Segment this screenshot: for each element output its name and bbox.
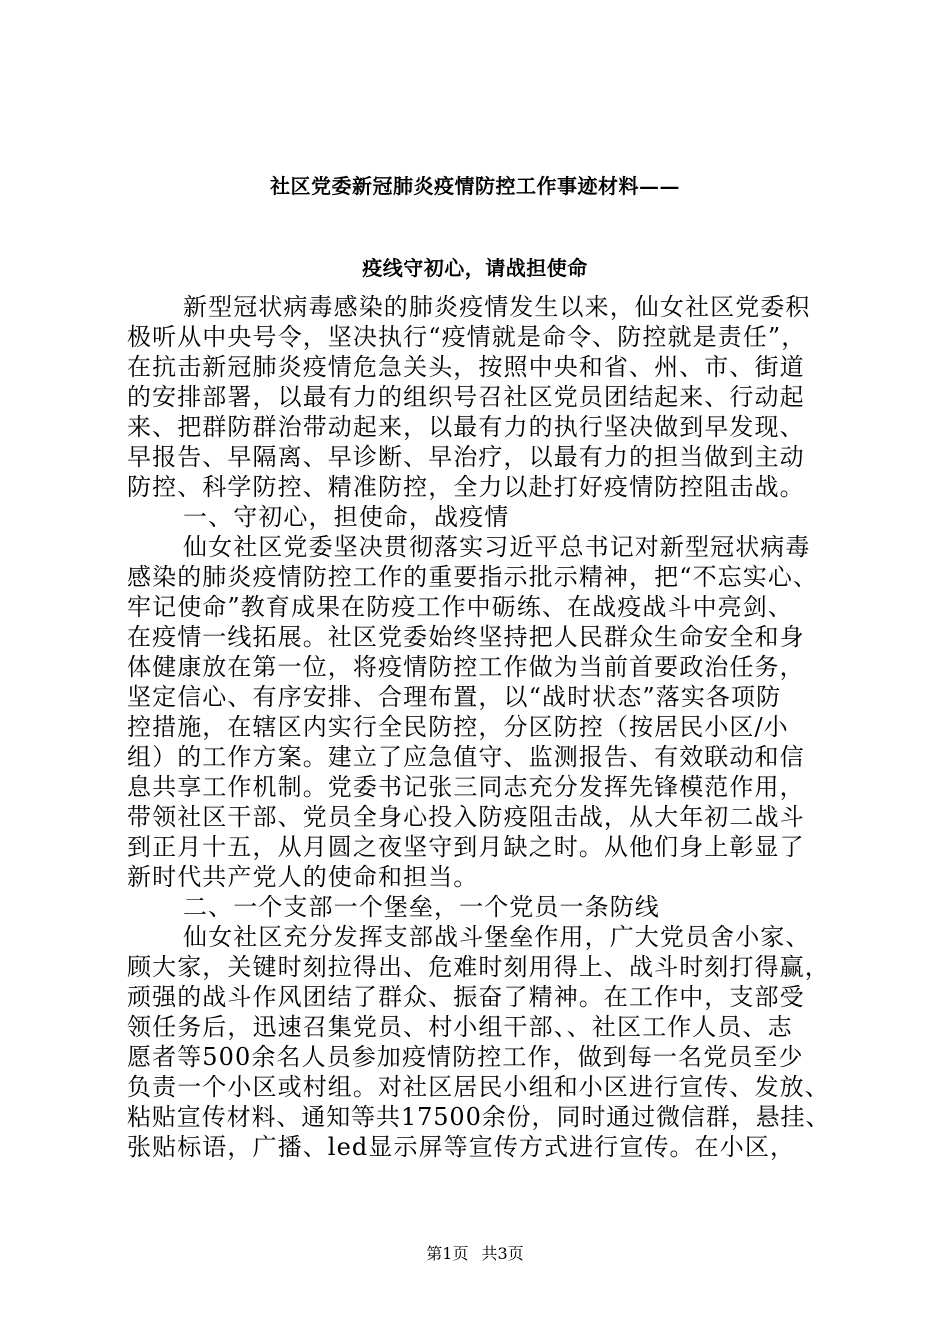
- document-title-line-1: 社区党委新冠肺炎疫情防控工作事迹材料——: [270, 174, 680, 198]
- body-line: 来、把群防群治带动起来，以最有力的执行坚决做到早发现、: [127, 413, 805, 441]
- body-line: 在抗击新冠肺炎疫情危急关头，按照中央和省、州、市、街道: [127, 353, 805, 381]
- body-line: 到正月十五，从月圆之夜坚守到月缺之时。从他们身上彰显了: [127, 833, 805, 861]
- body-line: 负责一个小区或村组。对社区居民小组和小区进行宣传、发放、: [127, 1073, 830, 1101]
- body-line: 组）的工作方案。建立了应急值守、监测报告、有效联动和信: [127, 743, 805, 771]
- body-line: 牢记使命”教育成果在防疫工作中砺练、在战疫战斗中亮剑、: [127, 593, 793, 621]
- body-line: 体健康放在第一位，将疫情防控工作做为当前首要政治任务，: [127, 653, 805, 681]
- section-heading-2: 二、一个支部一个堡垒，一个党员一条防线: [183, 893, 660, 921]
- body-line: 的安排部署，以最有力的组织号召社区党员团结起来、行动起: [127, 383, 805, 411]
- body-line: 感染的肺炎疫情防控工作的重要指示批示精神，把“不忘实心、: [127, 563, 819, 591]
- body-line: 愿者等500余名人员参加疫情防控工作，做到每一名党员至少: [127, 1043, 804, 1071]
- body-line: 防控、科学防控、精准防控，全力以赴打好疫情防控阻击战。: [127, 473, 805, 501]
- body-line: 领任务后，迅速召集党员、村小组干部、、社区工作人员、志: [127, 1013, 793, 1041]
- body-line: 新时代共产党人的使命和担当。: [127, 863, 479, 891]
- body-line: 息共享工作机制。党委书记张三同志充分发挥先锋模范作用，: [127, 773, 805, 801]
- body-line: 张贴标语，广播、led显示屏等宣传方式进行宣传。在小区，: [127, 1133, 796, 1161]
- body-line: 顽强的战斗作风团结了群众、振奋了精神。在工作中，支部受: [127, 983, 805, 1011]
- document-body: [127, 292, 831, 1162]
- body-line: 仙女社区党委坚决贯彻落实习近平总书记对新型冠状病毒: [183, 533, 811, 561]
- body-line: 粘贴宣传材料、通知等共17500余份，同时通过微信群，悬挂、: [127, 1103, 831, 1131]
- body-line: 新型冠状病毒感染的肺炎疫情发生以来，仙女社区党委积: [183, 293, 811, 321]
- body-line: 早报告、早隔离、早诊断、早治疗，以最有力的担当做到主动: [127, 443, 805, 471]
- page-number: 第1页: [426, 1244, 469, 1263]
- body-line: 带领社区干部、党员全身心投入防疫阻击战，从大年初二战斗: [127, 803, 805, 831]
- body-line: 在疫情一线拓展。社区党委始终坚持把人民群众生命安全和身: [127, 623, 805, 651]
- section-heading-1: 一、守初心，担使命，战疫情: [183, 503, 510, 531]
- body-line: 顾大家，关键时刻拉得出、危难时刻用得上、战斗时刻打得赢，: [127, 953, 830, 981]
- page-footer: [0, 1244, 950, 1264]
- body-line: 控措施，在辖区内实行全民防控，分区防控（按居民小区/小: [127, 713, 789, 741]
- page-total: 共3页: [481, 1244, 524, 1263]
- body-line: 极听从中央号令，坚决执行“疫情就是命令、防控就是责任”，: [127, 323, 807, 351]
- document-title-line-2: 疫线守初心，请战担使命: [362, 256, 588, 280]
- body-line: 坚定信心、有序安排、合理布置，以“战时状态”落实各项防: [127, 683, 782, 711]
- body-line: 仙女社区充分发挥支部战斗堡垒作用，广大党员舍小家、: [183, 923, 811, 951]
